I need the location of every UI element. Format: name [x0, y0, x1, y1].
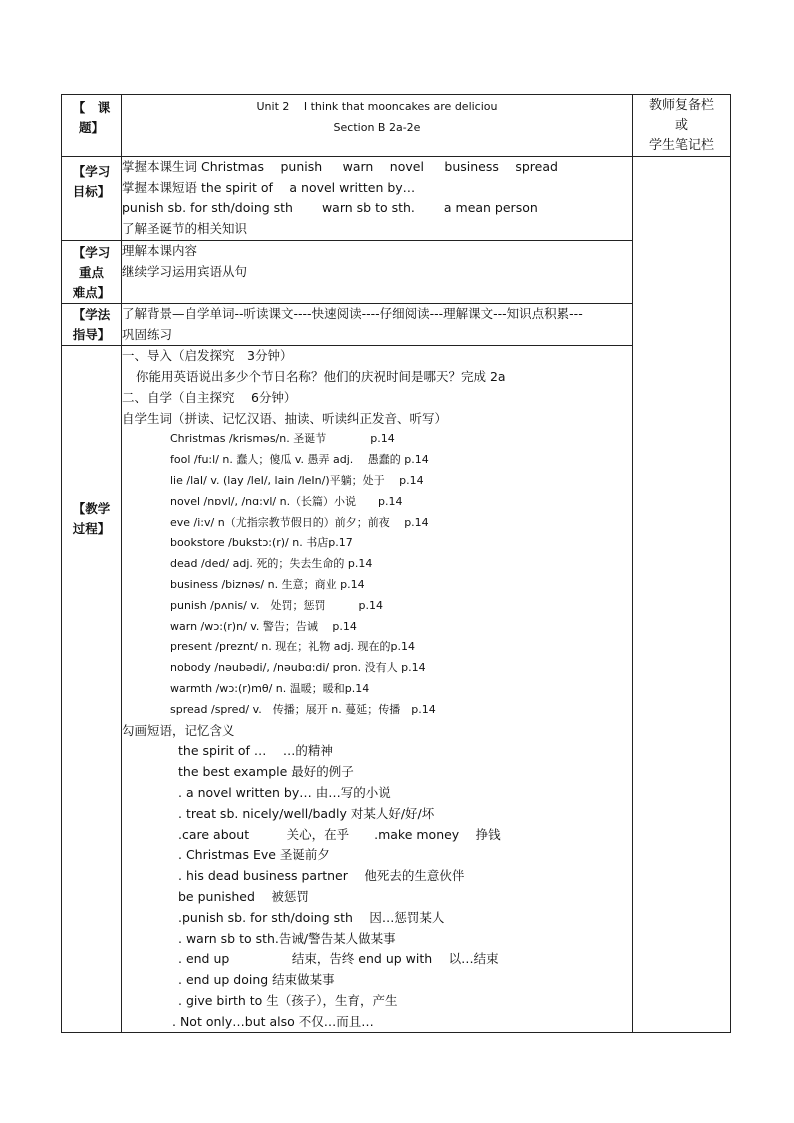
vocab-item: warmth /wɔ:(r)mθ/ n. 温暖；暖和p.14: [170, 681, 370, 695]
objective-line: punish sb. for sth/doing sth warn sb to sth. a mean person: [122, 200, 538, 216]
key-points-cell: [122, 241, 633, 304]
label-objectives: 【学习 目标】: [62, 157, 122, 241]
phrase-item: the best example 最好的例子: [178, 764, 354, 780]
label-topic: 【 课 题】: [62, 95, 122, 157]
row-topic: [62, 95, 731, 157]
vocab-item: bookstore /bukstɔ:(r)/ n. 书店p.17: [170, 536, 353, 550]
phrase-heading: 勾画短语，记忆含义: [122, 722, 235, 738]
objective-line: 掌握本课生词 Christmas punish warn novel business spread: [122, 159, 558, 174]
vocab-item: novel /nɒvl/, /nɑ:vl/ n.（长篇）小说 p.14: [170, 494, 403, 508]
phrase-item: . warn sb to sth.告诫/警告某人做某事: [178, 930, 396, 946]
label-process: 【教学 过程】: [62, 346, 122, 1033]
method-line: 了解背景—自学单词--听读课文----快速阅读----仔细阅读---理解课文---知识点积累---: [122, 306, 583, 321]
phrase-item: . his dead business partner 他死去的生意伙伴: [178, 868, 465, 884]
phrase-item: . give birth to 生（孩子），生育，产生: [178, 992, 398, 1008]
phrase-item: . Christmas Eve 圣诞前夕: [178, 847, 330, 863]
phrase-item: the spirit of … …的精神: [178, 743, 333, 759]
lesson-plan-table: [61, 94, 731, 1033]
phrase-item-last: . Not only…but also 不仅…而且…: [172, 1013, 374, 1029]
vocab-item: present /preznt/ n. 现在；礼物 adj. 现在的p.14: [170, 640, 416, 654]
topic-cell: [122, 95, 633, 157]
row-method: [62, 304, 731, 346]
row-process: [62, 346, 731, 1033]
vocab-item: business /biznəs/ n. 生意；商业 p.14: [170, 577, 365, 591]
method-cell: [122, 304, 633, 346]
section-title: Section B 2a-2e: [333, 121, 421, 134]
objectives-cell: [122, 157, 633, 241]
vocab-item: nobody /nəubədi/, /nəubɑ:di/ pron. 没有人 p.14: [170, 661, 426, 675]
unit-title: Unit 2 I think that mooncakes are deliciou: [256, 100, 498, 113]
vocab-item: fool /fu:l/ n. 蠢人；傻瓜 v. 愚弄 adj. 愚蠢的 p.14: [170, 453, 429, 467]
key-point-line: 理解本课内容: [122, 243, 198, 258]
intro-heading: 一、导入（启发探究 3分钟）: [122, 348, 293, 364]
row-objectives: [62, 157, 731, 241]
self-study-heading: 二、自学（自主探究 6分钟）: [122, 389, 297, 405]
vocab-item: lie /laI/ v. (lay /leI/, lain /leIn/)平躺；处于 p.14: [170, 473, 424, 487]
objective-line: 了解圣诞节的相关知识: [122, 220, 248, 236]
intro-text: 你能用英语说出多少个节日名称？他们的庆祝时间是哪天？完成 2a: [136, 368, 506, 384]
notes-column-header: 教师复备栏 或 学生笔记栏: [633, 95, 731, 157]
phrase-item: .care about 关心，在乎 .make money 挣钱: [178, 826, 501, 842]
vocab-item: eve /i:v/ n（尤指宗教节假日的）前夕；前夜 p.14: [170, 515, 429, 529]
vocab-item: spread /spred/ v. 传播；展开 n. 蔓延；传播 p.14: [170, 702, 436, 716]
label-key-points: 【学习 重点 难点】: [62, 241, 122, 304]
phrase-item: .punish sb. for sth/doing sth 因…惩罚某人: [178, 909, 445, 925]
row-key-points: [62, 241, 731, 304]
vocab-item: dead /ded/ adj. 死的；失去生命的 p.14: [170, 557, 373, 571]
vocab-heading: 自学生词（拼读、记忆汉语、抽读、听读纠正发音、听写）: [122, 410, 448, 426]
phrase-item: . end up doing 结束做某事: [178, 972, 335, 988]
method-line: 巩固练习: [122, 326, 173, 342]
phrase-item: . end up 结束，告终 end up with 以…结束: [178, 951, 499, 967]
vocab-item: warn /wɔ:(r)n/ v. 警告；告诫 p.14: [170, 619, 357, 633]
phrase-item: . treat sb. nicely/well/badly 对某人好/好/坏: [178, 805, 435, 821]
phrase-item: . a novel written by… 由…写的小说: [178, 784, 391, 800]
label-method: 【学法 指导】: [62, 304, 122, 346]
objective-line: 掌握本课短语 the spirit of a novel written by…: [122, 179, 416, 195]
vocab-item: punish /pʌnis/ v. 处罚；惩罚 p.14: [170, 598, 383, 612]
key-point-line: 继续学习运用宾语从句: [122, 263, 248, 279]
vocab-item: Christmas /krisməs/n. 圣诞节 p.14: [170, 432, 395, 446]
notes-column: [633, 157, 731, 1033]
phrase-item: be punished 被惩罚: [178, 888, 309, 904]
process-cell: [122, 346, 633, 1033]
